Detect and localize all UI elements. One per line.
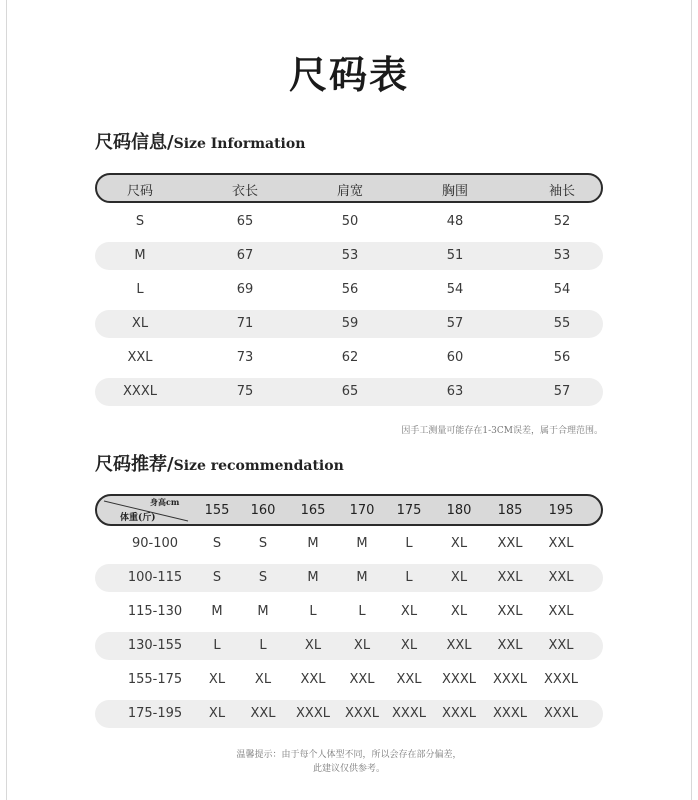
size-rec-height-header: 160 (250, 503, 276, 518)
size-rec-cell: XL (208, 706, 226, 721)
size-rec-cell: L (309, 604, 317, 619)
size-info-cell: 65 (236, 214, 254, 229)
size-rec-cell: XXXL (442, 706, 476, 721)
size-info-cell: 67 (236, 248, 254, 263)
size-rec-heading-en: Size recommendation (173, 458, 344, 474)
size-info-cell: 50 (341, 214, 359, 229)
recommendation-note-line2: 此建议仅供参考。 (312, 764, 385, 774)
size-rec-cell: XXXL (493, 672, 527, 687)
size-info-col-header: 衣长 (231, 184, 259, 199)
recommendation-note (0, 748, 698, 776)
size-rec-cell: XXXL (544, 706, 578, 721)
size-info-cell: 60 (446, 350, 464, 365)
size-info-heading-cn: 尺码信息/ (95, 132, 174, 153)
size-info-cell: S (135, 214, 145, 229)
size-info-cell: 51 (446, 248, 464, 263)
size-rec-heading-cn: 尺码推荐/ (95, 454, 174, 475)
size-info-cell: 63 (446, 384, 464, 399)
size-info-cell: 56 (553, 350, 571, 365)
size-info-col-header: 肩宽 (336, 184, 364, 199)
size-rec-cell: XXXL (442, 672, 476, 687)
size-rec-cell: XL (353, 638, 371, 653)
size-rec-cell: XXL (548, 570, 574, 585)
size-rec-cell: XL (304, 638, 322, 653)
size-rec-height-header: 155 (204, 503, 230, 518)
size-info-cell: 54 (553, 282, 571, 297)
size-rec-height-header: 165 (300, 503, 326, 518)
size-rec-cell: XL (400, 638, 418, 653)
measurement-note: 因手工测量可能存在1-3CM误差，属于合理范围。 (401, 426, 603, 436)
size-rec-cell: L (405, 536, 413, 551)
size-rec-height-header: 170 (349, 503, 375, 518)
size-info-col-header: 尺码 (126, 184, 154, 199)
size-rec-heading (95, 450, 344, 476)
size-rec-cell: XXL (497, 570, 523, 585)
size-rec-cell: S (212, 570, 222, 585)
size-rec-cell: XXL (250, 706, 276, 721)
size-rec-cell: XXXL (544, 672, 578, 687)
size-rec-cell: XXL (497, 638, 523, 653)
size-info-cell: 69 (236, 282, 254, 297)
size-info-heading-en: Size Information (173, 136, 306, 152)
size-info-cell: 59 (341, 316, 359, 331)
size-rec-weight-label: 90-100 (131, 536, 179, 551)
size-rec-cell: XXL (497, 604, 523, 619)
size-info-cell: 73 (236, 350, 254, 365)
size-info-cell: 53 (341, 248, 359, 263)
size-info-cell: 53 (553, 248, 571, 263)
size-rec-cell: XXL (396, 672, 422, 687)
size-rec-weight-label: 130-155 (127, 638, 183, 653)
size-rec-corner-cell (100, 497, 190, 525)
size-rec-cell: M (356, 570, 368, 585)
size-info-col-header: 袖长 (548, 184, 576, 199)
size-info-cell: XL (131, 316, 149, 331)
size-info-cell: 48 (446, 214, 464, 229)
size-rec-height-header: 180 (446, 503, 472, 518)
size-rec-cell: XXL (548, 638, 574, 653)
size-rec-cell: S (258, 570, 268, 585)
size-info-cell: XXL (127, 350, 153, 365)
size-info-cell: 62 (341, 350, 359, 365)
frame-left-line (6, 0, 7, 800)
size-rec-cell: XXL (548, 536, 574, 551)
size-rec-cell: S (258, 536, 268, 551)
size-info-cell: 56 (341, 282, 359, 297)
size-rec-weight-label: 100-115 (127, 570, 183, 585)
frame-right-line (691, 0, 692, 800)
size-info-cell: 54 (446, 282, 464, 297)
size-rec-cell: S (212, 536, 222, 551)
size-rec-height-header: 175 (396, 503, 422, 518)
size-rec-cell: XXL (349, 672, 375, 687)
size-rec-cell: XXXL (392, 706, 426, 721)
size-info-heading (95, 128, 305, 154)
size-info-cell: 57 (446, 316, 464, 331)
corner-weight-label: 体重(斤) (120, 513, 156, 523)
corner-height-label: 身高cm (150, 497, 180, 507)
recommendation-note-line1: 温馨提示：由于每个人体型不同，所以会存在部分偏差， (236, 750, 462, 760)
size-rec-cell: L (259, 638, 267, 653)
size-rec-cell: XL (450, 536, 468, 551)
size-rec-cell: M (211, 604, 223, 619)
page-title: 尺码表 (288, 52, 409, 97)
size-rec-cell: XXXL (296, 706, 330, 721)
size-info-cell: 65 (341, 384, 359, 399)
size-rec-height-header: 195 (548, 503, 574, 518)
size-rec-cell: L (213, 638, 221, 653)
size-rec-weight-label: 115-130 (127, 604, 183, 619)
size-rec-cell: M (307, 570, 319, 585)
size-info-cell: XXXL (123, 384, 157, 399)
size-rec-cell: XXL (300, 672, 326, 687)
size-info-col-header: 胸围 (441, 184, 469, 199)
size-rec-cell: XL (254, 672, 272, 687)
size-rec-cell: XXL (548, 604, 574, 619)
size-rec-cell: L (358, 604, 366, 619)
size-rec-cell: XXXL (345, 706, 379, 721)
size-info-cell: 57 (553, 384, 571, 399)
size-rec-cell: XL (450, 604, 468, 619)
size-rec-weight-label: 155-175 (127, 672, 183, 687)
size-info-cell: 52 (553, 214, 571, 229)
size-rec-cell: XXL (497, 536, 523, 551)
size-rec-weight-label: 175-195 (127, 706, 183, 721)
size-info-cell: 75 (236, 384, 254, 399)
size-rec-cell: M (307, 536, 319, 551)
size-rec-cell: L (405, 570, 413, 585)
size-rec-cell: XL (208, 672, 226, 687)
size-info-cell: 55 (553, 316, 571, 331)
size-rec-height-header: 185 (497, 503, 523, 518)
size-rec-cell: XL (400, 604, 418, 619)
size-info-cell: M (134, 248, 146, 263)
size-rec-cell: XL (450, 570, 468, 585)
size-rec-cell: M (257, 604, 269, 619)
size-rec-cell: XXXL (493, 706, 527, 721)
size-rec-cell: M (356, 536, 368, 551)
size-rec-cell: XXL (446, 638, 472, 653)
size-info-cell: 71 (236, 316, 254, 331)
size-info-cell: L (136, 282, 144, 297)
